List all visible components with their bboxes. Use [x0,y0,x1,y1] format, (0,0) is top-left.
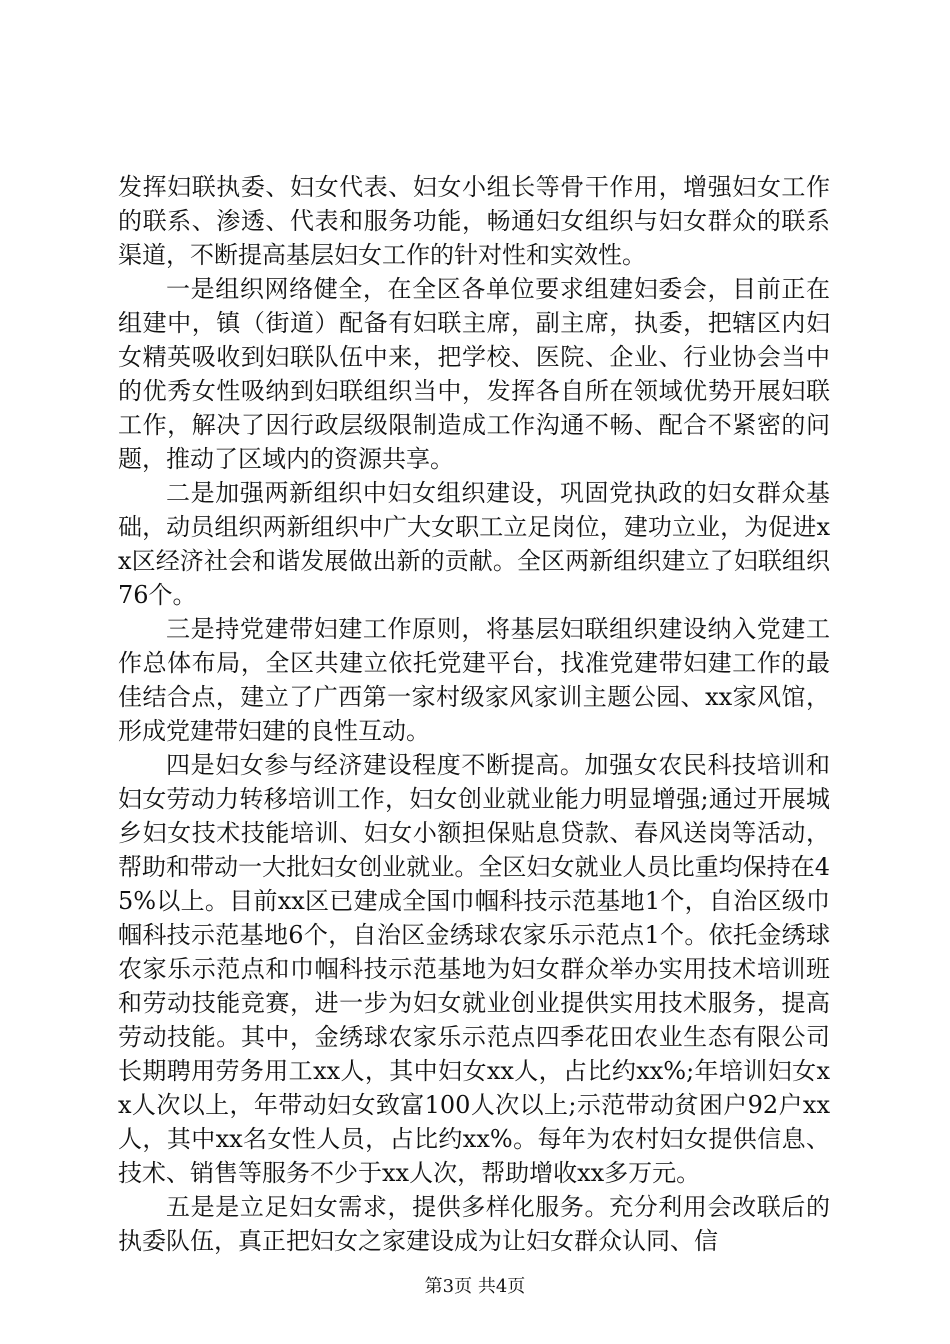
page-footer [0,1276,950,1298]
paragraph-diversified-services: 五是是立足妇女需求，提供多样化服务。充分利用会改联后的执委队伍，真正把妇女之家建设成为让妇女群众认同、信 [118,1193,830,1255]
paragraph-economic-participation: 四是妇女参与经济建设程度不断提高。加强女农民科技培训和妇女劳动力转移培训工作，妇女创业就业能力明显增强;通过开展城乡妇女技术技能培训、妇女小额担保贴息贷款、春风送岗等活动，帮助和带动一大批妇女创业就业。全区妇女就业人员比重均保持在45%以上。目前xx区已建成全国巾帼科技示范基地1个，自治区级巾帼科技示范基地6个，自治区金绣球农家乐示范点1个。依托金绣球农家乐示范点和巾帼科技示范基地为妇女群众举办实用技术培训班和劳动技能竞赛，进一步为妇女就业创业提供实用技术服务，提高劳动技能。其中，金绣球农家乐示范点四季花田农业生态有限公司长期聘用劳务用工xx人，其中妇女xx人，占比约xx%;年培训妇女xx人次以上，年带动妇女致富100人次以上;示范带动贫困户92户xx人，其中xx名女性人员，占比约xx%。每年为农村妇女提供信息、技术、销售等服务不少于xx人次，帮助增收xx多万元。 [118,751,830,1187]
page-number-label: 第3页 共4页 [424,1276,526,1297]
paragraph-two-new-organizations: 二是加强两新组织中妇女组织建设，巩固党执政的妇女群众基础，动员组织两新组织中广大女职工立足岗位，建功立业，为促进xx区经济社会和谐发展做出新的贡献。全区两新组织建立了妇联组织76个。 [118,479,830,609]
paragraph-party-building: 三是持党建带妇建工作原则，将基层妇联组织建设纳入党建工作总体布局，全区共建立依托党建平台，找准党建带妇建工作的最佳结合点，建立了广西第一家村级家风家训主题公园、xx家风馆，形成党建带妇建的良性互动。 [118,615,830,745]
paragraph-continued: 发挥妇联执委、妇女代表、妇女小组长等骨干作用，增强妇女工作的联系、渗透、代表和服务功能，畅通妇女组织与妇女群众的联系渠道，不断提高基层妇女工作的针对性和实效性。 [118,173,830,269]
paragraph-organization-network: 一是组织网络健全，在全区各单位要求组建妇委会，目前正在组建中，镇（街道）配备有妇联主席，副主席，执委，把辖区内妇女精英吸收到妇联队伍中来，把学校、医院、企业、行业协会当中的优秀女性吸纳到妇联组织当中，发挥各自所在领域优势开展妇联工作，解决了因行政层级限制造成工作沟通不畅、配合不紧密的问题，推动了区域内的资源共享。 [118,275,830,473]
document-body [118,170,830,1258]
